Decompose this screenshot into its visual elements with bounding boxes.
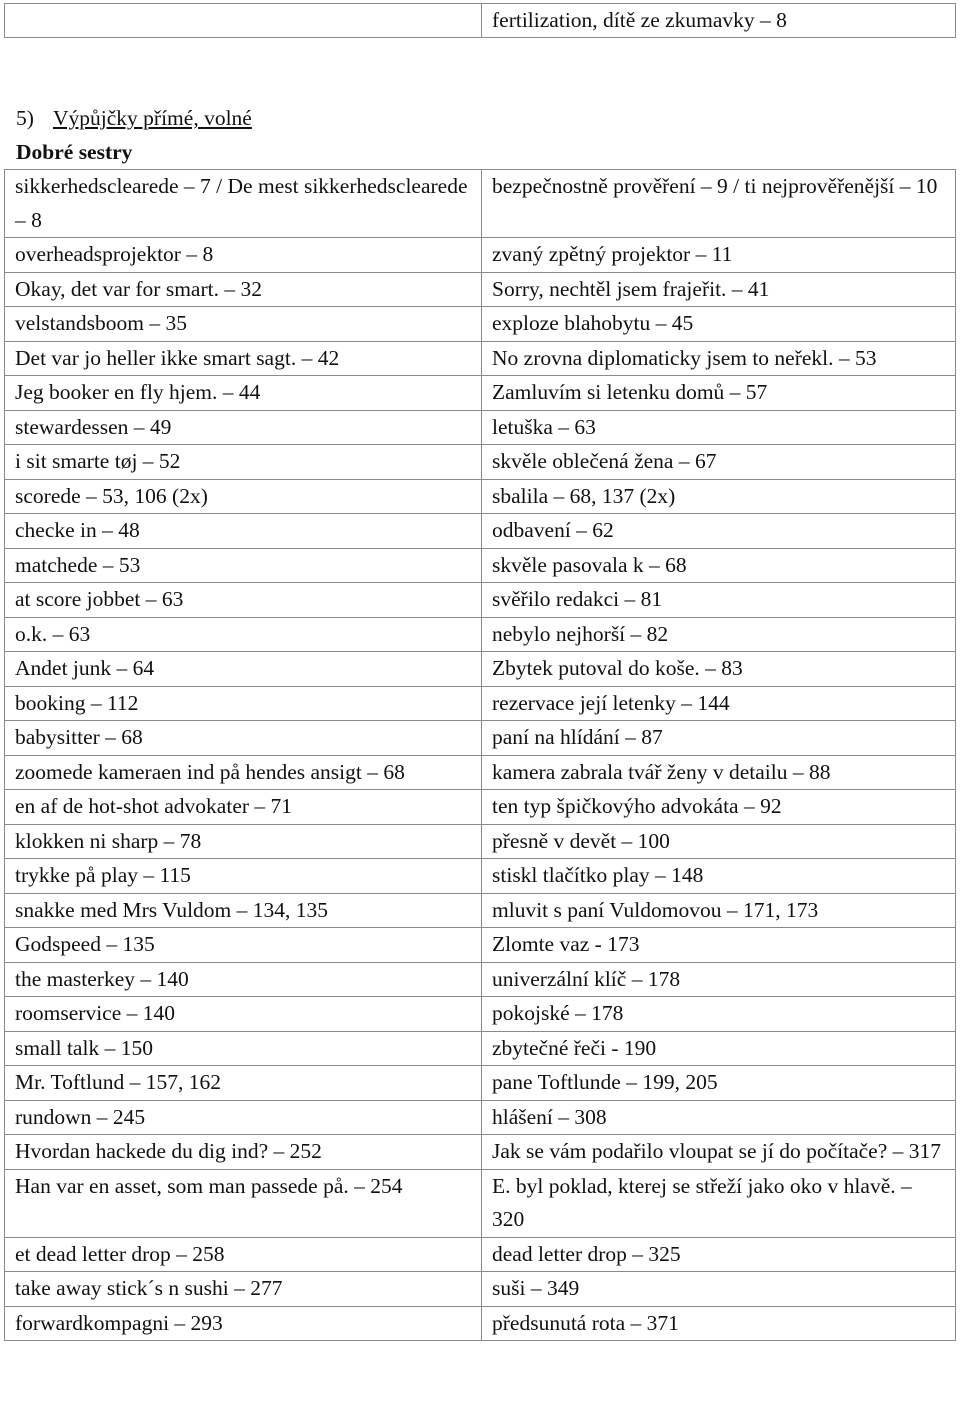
table-row bbox=[5, 790, 956, 825]
cell-danish: Hvordan hackede du dig ind? – 252 bbox=[5, 1135, 482, 1170]
table-row bbox=[5, 1135, 956, 1170]
table-row bbox=[5, 617, 956, 652]
cell-danish: checke in – 48 bbox=[5, 514, 482, 549]
cell-danish: sikkerhedsclearede – 7 / De mest sikkerhedsclearede – 8 bbox=[5, 170, 482, 238]
table-row bbox=[5, 479, 956, 514]
cell-danish: Andet junk – 64 bbox=[5, 652, 482, 687]
table-row bbox=[5, 755, 956, 790]
cell-danish: small talk – 150 bbox=[5, 1031, 482, 1066]
table-row bbox=[5, 1272, 956, 1307]
cell-danish: Okay, det var for smart. – 32 bbox=[5, 272, 482, 307]
cell-czech: E. byl poklad, kterej se střeží jako oko v hlavě. – 320 bbox=[482, 1169, 956, 1237]
table-row bbox=[5, 686, 956, 721]
cell-czech: pokojské – 178 bbox=[482, 997, 956, 1032]
table-row bbox=[5, 997, 956, 1032]
cell-danish: trykke på play – 115 bbox=[5, 859, 482, 894]
cell-czech: Zbytek putoval do koše. – 83 bbox=[482, 652, 956, 687]
table-row bbox=[5, 1031, 956, 1066]
cell-czech: svěřilo redakci – 81 bbox=[482, 583, 956, 618]
cell-czech: zbytečné řeči - 190 bbox=[482, 1031, 956, 1066]
cell-czech: stiskl tlačítko play – 148 bbox=[482, 859, 956, 894]
table-row bbox=[5, 859, 956, 894]
cell-czech: rezervace její letenky – 144 bbox=[482, 686, 956, 721]
cell-danish: the masterkey – 140 bbox=[5, 962, 482, 997]
cell-czech: zvaný zpětný projektor – 11 bbox=[482, 238, 956, 273]
cell-danish: forwardkompagni – 293 bbox=[5, 1306, 482, 1341]
top-table-fragment bbox=[4, 3, 956, 38]
cell-czech: nebylo nejhorší – 82 bbox=[482, 617, 956, 652]
cell-czech: exploze blahobytu – 45 bbox=[482, 307, 956, 342]
cell-danish: stewardessen – 49 bbox=[5, 410, 482, 445]
cell-danish: klokken ni sharp – 78 bbox=[5, 824, 482, 859]
cell-czech: skvěle oblečená žena – 67 bbox=[482, 445, 956, 480]
cell-czech: univerzální klíč – 178 bbox=[482, 962, 956, 997]
table-row bbox=[5, 1237, 956, 1272]
cell-czech: letuška – 63 bbox=[482, 410, 956, 445]
cell-danish: take away stick´s n sushi – 277 bbox=[5, 1272, 482, 1307]
cell-czech: dead letter drop – 325 bbox=[482, 1237, 956, 1272]
table-row bbox=[5, 1169, 956, 1237]
cell-danish: Godspeed – 135 bbox=[5, 928, 482, 963]
translation-rows bbox=[5, 170, 956, 1341]
cell-czech: přesně v devět – 100 bbox=[482, 824, 956, 859]
cell-danish: rundown – 245 bbox=[5, 1100, 482, 1135]
table-row bbox=[5, 893, 956, 928]
table-row bbox=[5, 4, 956, 38]
cell-czech: fertilization, dítě ze zkumavky – 8 bbox=[482, 4, 956, 38]
table-row bbox=[5, 307, 956, 342]
cell-danish: et dead letter drop – 258 bbox=[5, 1237, 482, 1272]
section-number: 5) bbox=[16, 106, 34, 130]
section-header bbox=[16, 102, 252, 169]
cell-danish: i sit smarte tøj – 52 bbox=[5, 445, 482, 480]
cell-danish: zoomede kameraen ind på hendes ansigt – 68 bbox=[5, 755, 482, 790]
table-row bbox=[5, 928, 956, 963]
cell-czech: hlášení – 308 bbox=[482, 1100, 956, 1135]
cell-danish: booking – 112 bbox=[5, 686, 482, 721]
cell-danish: at score jobbet – 63 bbox=[5, 583, 482, 618]
cell-czech: suši – 349 bbox=[482, 1272, 956, 1307]
cell-danish: Han var en asset, som man passede på. – 254 bbox=[5, 1169, 482, 1237]
cell-danish: babysitter – 68 bbox=[5, 721, 482, 756]
cell-czech: skvěle pasovala k – 68 bbox=[482, 548, 956, 583]
cell-czech: pane Toftlunde – 199, 205 bbox=[482, 1066, 956, 1101]
cell-czech: mluvit s paní Vuldomovou – 171, 173 bbox=[482, 893, 956, 928]
cell-danish: Jeg booker en fly hjem. – 44 bbox=[5, 376, 482, 411]
table-row bbox=[5, 272, 956, 307]
table-row bbox=[5, 962, 956, 997]
cell-czech: No zrovna diplomaticky jsem to neřekl. – 53 bbox=[482, 341, 956, 376]
cell-danish: matchede – 53 bbox=[5, 548, 482, 583]
table-row bbox=[5, 583, 956, 618]
cell-danish: Mr. Toftlund – 157, 162 bbox=[5, 1066, 482, 1101]
cell-czech: Jak se vám podařilo vloupat se jí do počítače? – 317 bbox=[482, 1135, 956, 1170]
table-row bbox=[5, 1306, 956, 1341]
section-title: Výpůjčky přímé, volné bbox=[53, 106, 252, 130]
cell-czech: bezpečnostně prověření – 9 / ti nejprověřenější – 10 bbox=[482, 170, 956, 238]
cell-czech: předsunutá rota – 371 bbox=[482, 1306, 956, 1341]
cell-danish: roomservice – 140 bbox=[5, 997, 482, 1032]
table-row bbox=[5, 170, 956, 238]
table-row bbox=[5, 1100, 956, 1135]
cell-danish: velstandsboom – 35 bbox=[5, 307, 482, 342]
cell-danish: Det var jo heller ikke smart sagt. – 42 bbox=[5, 341, 482, 376]
cell-czech: paní na hlídání – 87 bbox=[482, 721, 956, 756]
cell-danish bbox=[5, 4, 482, 38]
cell-czech: Sorry, nechtěl jsem frajeřit. – 41 bbox=[482, 272, 956, 307]
table-row bbox=[5, 652, 956, 687]
table-row bbox=[5, 376, 956, 411]
cell-czech: ten typ špičkovýho advokáta – 92 bbox=[482, 790, 956, 825]
cell-danish: o.k. – 63 bbox=[5, 617, 482, 652]
table-row bbox=[5, 410, 956, 445]
cell-czech: sbalila – 68, 137 (2x) bbox=[482, 479, 956, 514]
table-row bbox=[5, 548, 956, 583]
cell-danish: scorede – 53, 106 (2x) bbox=[5, 479, 482, 514]
table-row bbox=[5, 721, 956, 756]
table-row bbox=[5, 445, 956, 480]
table-row bbox=[5, 341, 956, 376]
section-heading bbox=[16, 102, 252, 136]
cell-danish: overheadsprojektor – 8 bbox=[5, 238, 482, 273]
cell-danish: snakke med Mrs Vuldom – 134, 135 bbox=[5, 893, 482, 928]
table-row bbox=[5, 1066, 956, 1101]
cell-danish: en af de hot-shot advokater – 71 bbox=[5, 790, 482, 825]
section-subtitle: Dobré sestry bbox=[16, 139, 133, 164]
cell-czech: Zamluvím si letenku domů – 57 bbox=[482, 376, 956, 411]
translation-table bbox=[4, 169, 956, 1341]
table-row bbox=[5, 824, 956, 859]
cell-czech: odbavení – 62 bbox=[482, 514, 956, 549]
cell-czech: kamera zabrala tvář ženy v detailu – 88 bbox=[482, 755, 956, 790]
cell-czech: Zlomte vaz - 173 bbox=[482, 928, 956, 963]
table-row bbox=[5, 238, 956, 273]
table-row bbox=[5, 514, 956, 549]
